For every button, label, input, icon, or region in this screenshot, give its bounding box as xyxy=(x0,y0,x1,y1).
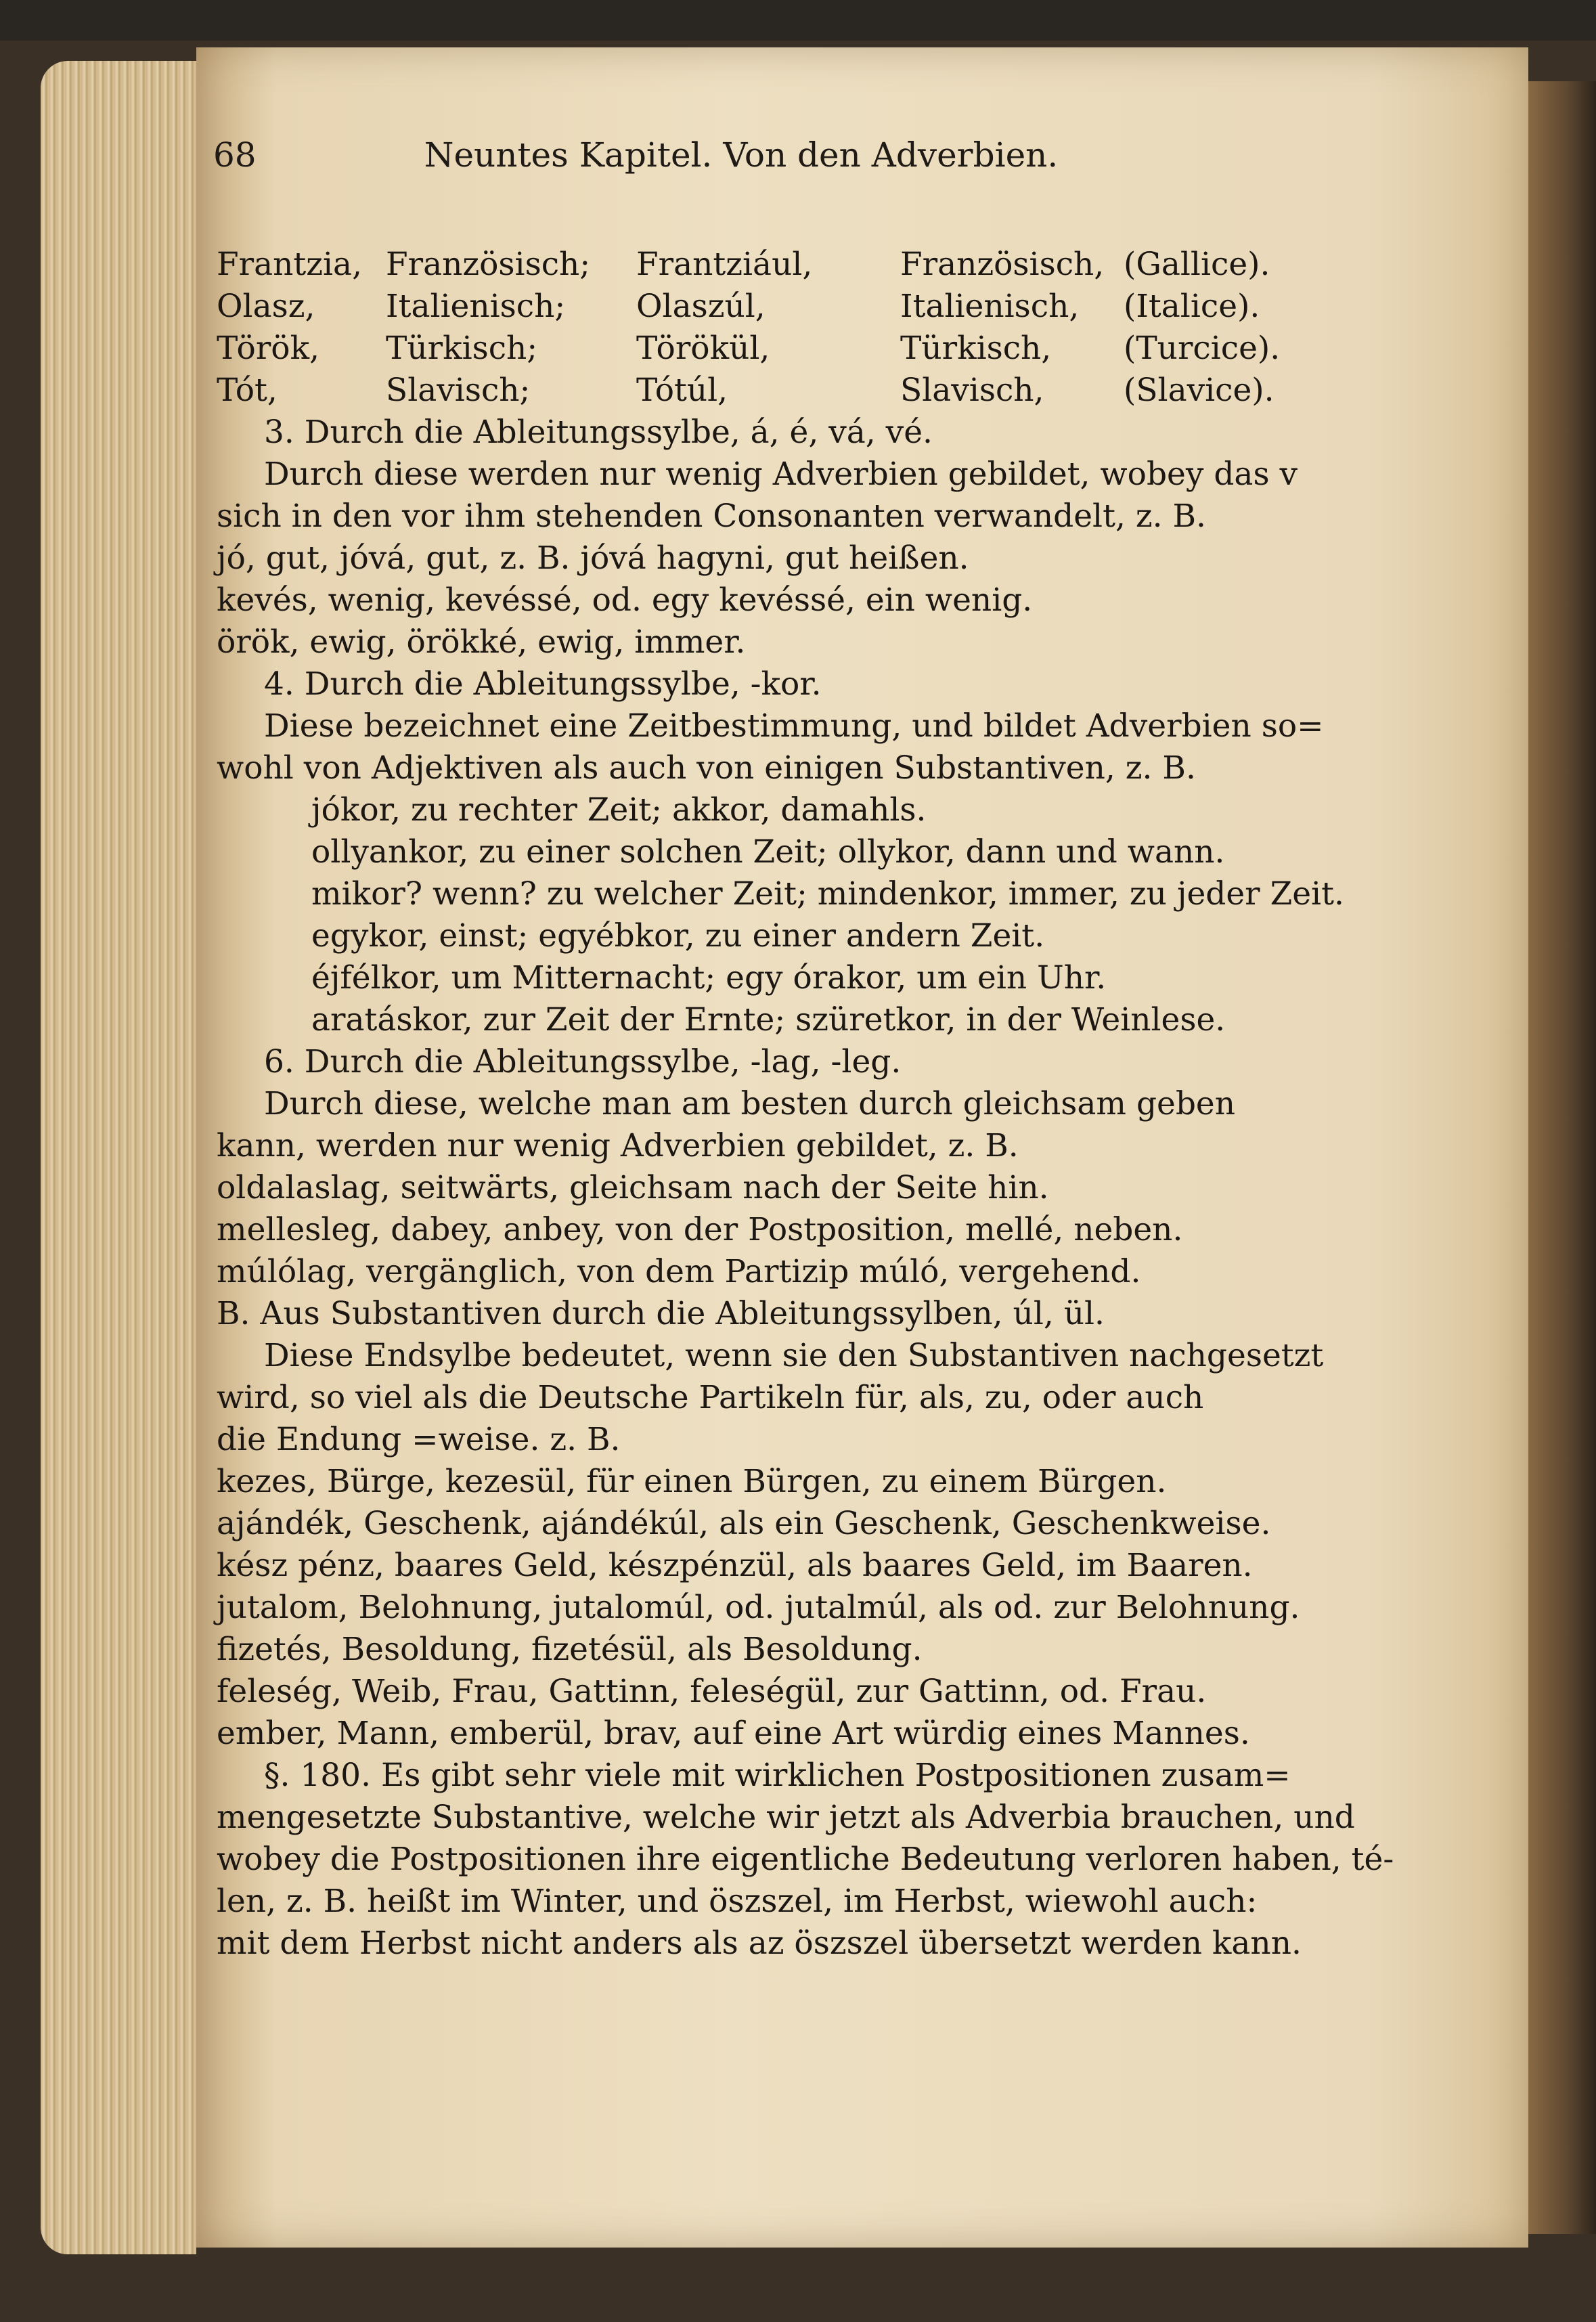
text-line: Durch diese, welche man am besten durch gleichsam geben xyxy=(264,1085,1236,1122)
text-line: kann, werden nur wenig Adverbien gebildet, z. B. xyxy=(217,1127,1019,1164)
table-cell: Tótúl, xyxy=(636,372,728,409)
example-line: ajándék, Geschenk, ajándékúl, als ein Geschenk, Geschenkweise. xyxy=(217,1505,1271,1542)
text-line: mit dem Herbst nicht anders als az öszszel übersetzt werden kann. xyxy=(217,1925,1302,1962)
table-cell: Tót, xyxy=(217,372,278,409)
text-line: wird, so viel als die Deutsche Partikeln für, als, zu, oder auch xyxy=(217,1379,1204,1416)
example-line: kész pénz, baares Geld, készpénzül, als baares Geld, im Baaren. xyxy=(217,1547,1253,1584)
section-heading: 3. Durch die Ableitungssylbe, á, é, vá, vé. xyxy=(264,414,933,451)
table-cell: (Italice). xyxy=(1124,288,1260,325)
example-line: kevés, wenig, kevéssé, od. egy kevéssé, ein wenig. xyxy=(217,582,1033,619)
example-line: mellesleg, dabey, anbey, von der Postposition, mellé, neben. xyxy=(217,1211,1183,1248)
text-line: wohl von Adjektiven als auch von einigen Substantiven, z. B. xyxy=(217,749,1196,787)
example-line: mikor? wenn? zu welcher Zeit; mindenkor, immer, zu jeder Zeit. xyxy=(311,875,1344,913)
example-line: örök, ewig, örökké, ewig, immer. xyxy=(217,623,746,661)
table-cell: Türkisch; xyxy=(386,330,538,367)
text-line: len, z. B. heißt im Winter, und öszszel, im Herbst, wiewohl auch: xyxy=(217,1883,1258,1920)
table-cell: Frantziául, xyxy=(636,246,813,283)
text-line: sich in den vor ihm stehenden Consonanten verwandelt, z. B. xyxy=(217,498,1206,535)
table-cell: Italienisch, xyxy=(900,288,1080,325)
book-spine-edge xyxy=(1528,81,1596,2234)
section-heading: B. Aus Substantiven durch die Ableitungssylben, úl, ül. xyxy=(217,1295,1105,1332)
example-line: éjfélkor, um Mitternacht; egy órakor, um ein Uhr. xyxy=(311,959,1107,996)
chapter-title: Neuntes Kapitel. Von den Adverbien. xyxy=(424,135,1059,175)
table-cell: Olaszúl, xyxy=(636,288,766,325)
section-heading: 6. Durch die Ableitungssylbe, -lag, -leg. xyxy=(264,1043,902,1080)
example-line: oldalaslag, seitwärts, gleichsam nach der Seite hin. xyxy=(217,1169,1049,1206)
table-cell: (Slavice). xyxy=(1124,372,1274,409)
example-line: jókor, zu rechter Zeit; akkor, damahls. xyxy=(311,791,927,829)
example-line: ember, Mann, emberül, brav, auf eine Art würdig eines Mannes. xyxy=(217,1715,1250,1752)
table-cell: Französisch; xyxy=(386,246,591,283)
table-cell: Törökül, xyxy=(636,330,770,367)
table-row xyxy=(217,328,1489,370)
table-cell: (Gallice). xyxy=(1124,246,1270,283)
text-line: Durch diese werden nur wenig Adverbien gebildet, wobey das v xyxy=(264,456,1298,493)
text-line: die Endung =weise. z. B. xyxy=(217,1421,621,1458)
text-line: wobey die Postpositionen ihre eigentliche Bedeutung verloren haben, té- xyxy=(217,1841,1394,1878)
section-heading: 4. Durch die Ableitungssylbe, -kor. xyxy=(264,665,822,703)
example-line: kezes, Bürge, kezesül, für einen Bürgen, zu einem Bürgen. xyxy=(217,1463,1167,1500)
table-row xyxy=(217,244,1489,286)
example-line: jutalom, Belohnung, jutalomúl, od. jutalmúl, als od. zur Belohnung. xyxy=(217,1589,1300,1626)
example-line: aratáskor, zur Zeit der Ernte; szüretkor, in der Weinlese. xyxy=(311,1001,1226,1038)
table-cell: (Turcice). xyxy=(1124,330,1281,367)
table-cell: Török, xyxy=(217,330,320,367)
text-line: mengesetzte Substantive, welche wir jetzt als Adverbia brauchen, und xyxy=(217,1799,1355,1836)
table-cell: Olasz, xyxy=(217,288,315,325)
page-edges xyxy=(41,61,196,2254)
table-cell: Italienisch; xyxy=(386,288,566,325)
example-line: ollyankor, zu einer solchen Zeit; ollykor, dann und wann. xyxy=(311,833,1225,871)
text-line: Diese Endsylbe bedeutet, wenn sie den Substantiven nachgesetzt xyxy=(264,1337,1324,1374)
example-line: egykor, einst; egyébkor, zu einer andern Zeit. xyxy=(311,917,1045,955)
table-row xyxy=(217,370,1489,412)
table-cell: Slavisch; xyxy=(386,372,531,409)
table-cell: Frantzia, xyxy=(217,246,363,283)
example-line: múlólag, vergänglich, von dem Partizip múló, vergehend. xyxy=(217,1253,1141,1290)
page-number: 68 xyxy=(213,135,257,175)
text-line: Diese bezeichnet eine Zeitbestimmung, und bildet Adverbien so= xyxy=(264,707,1324,745)
example-line: jó, gut, jóvá, gut, z. B. jóvá hagyni, gut heißen. xyxy=(217,540,969,577)
example-line: feleség, Weib, Frau, Gattinn, feleségül, zur Gattinn, od. Frau. xyxy=(217,1673,1207,1710)
table-row xyxy=(217,286,1489,328)
page-text xyxy=(217,244,1489,1965)
table-cell: Französisch, xyxy=(900,246,1105,283)
example-line: fizetés, Besoldung, fizetésül, als Besoldung. xyxy=(217,1631,923,1668)
table-cell: Türkisch, xyxy=(900,330,1052,367)
paragraph-heading: §. 180. Es gibt sehr viele mit wirklichen Postpositionen zusam= xyxy=(264,1757,1291,1794)
table-cell: Slavisch, xyxy=(900,372,1044,409)
